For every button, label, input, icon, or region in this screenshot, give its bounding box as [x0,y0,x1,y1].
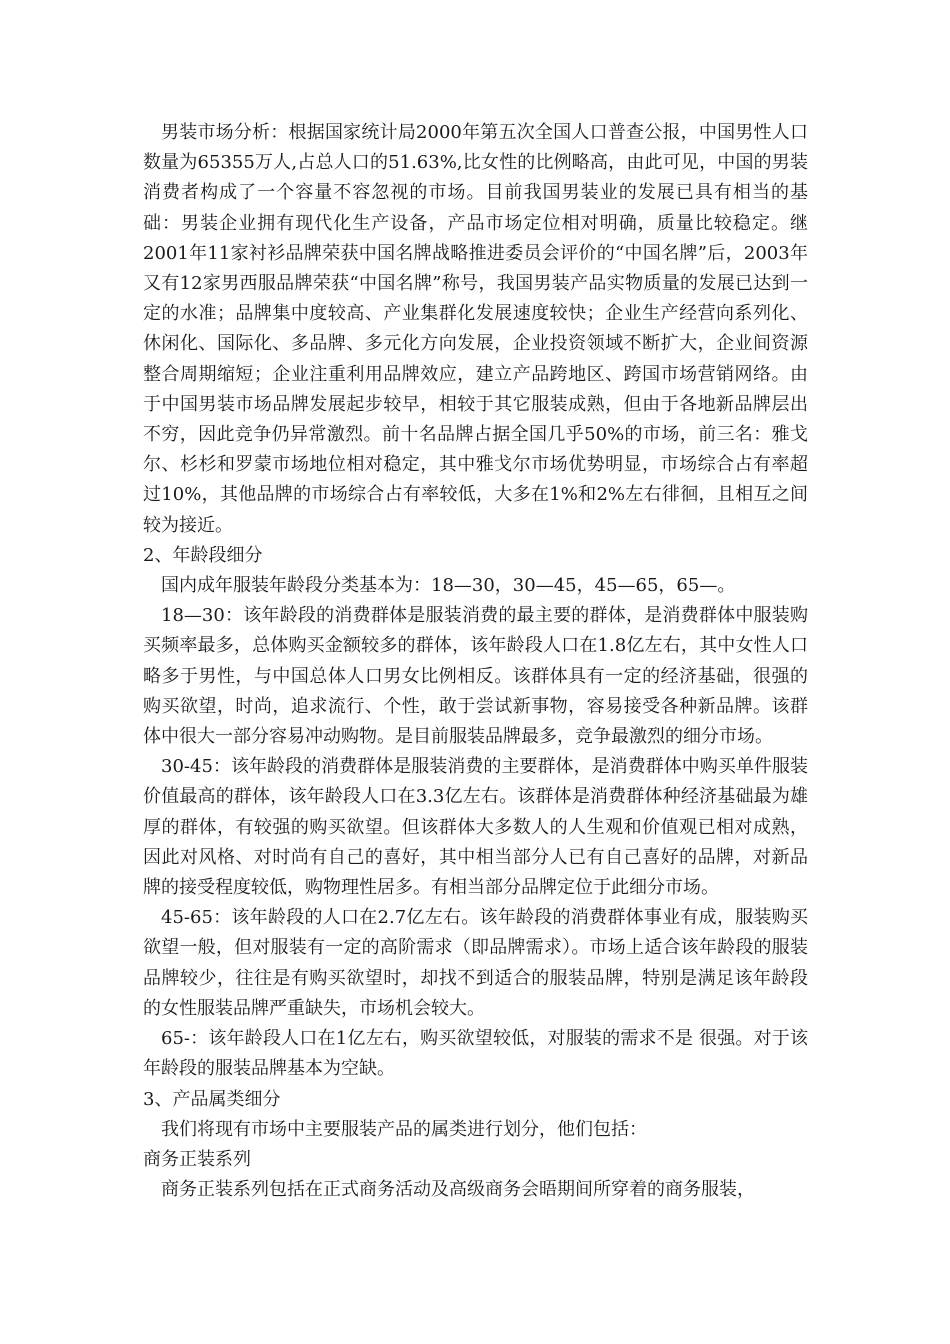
paragraph-business-formal: 商务正装系列包括在正式商务活动及高级商务会晤期间所穿着的商务服装， [161,1179,755,1201]
paragraph-category-intro: 我们将现有市场中主要服装产品的属类进行划分，他们包括： [161,1118,647,1140]
subheading-business-formal: 商务正装系列 [143,1148,251,1170]
paragraph-age-65-plus: 65-：该年龄段人口在1亿左右，购买欲望较低，对服装的需求不是 很强。对于该年龄段的服装品牌基本为空缺。 [143,1028,808,1080]
paragraph-age-18-30: 18—30：该年龄段的消费群体是服装消费的最主要的群体，是消费群体中服装购买频率最多，总体购买金额较多的群体，该年龄段人口在1.8亿左右，其中女性人口略多于男性，与中国总体人口男女比例相反。该群体具有一定的经济基础，很强的购买欲望，时尚，追求流行、个性，敢于尝试新事物，容易接受各种新品牌。该群体中很大一部分容易冲动购物。是目前服装品牌最多，竞争最激烈的细分市场。 [143,605,808,748]
paragraph-market-analysis: 男装市场分析：根据国家统计局2000年第五次全国人口普查公报，中国男性人口数量为65355万人,占总人口的51.63%,比女性的比例略高，由此可见，中国的男装消费者构成了一个容量不容忽视的市场。目前我国男装业的发展已具有相当的基础：男装企业拥有现代化生产设备，产品市场定位相对明确，质量比较稳定。继2001年11家衬衫品牌荣获中国名牌战略推进委员会评价的“中国名牌”后，2003年又有12家男西服品牌荣获“中国名牌”称号，我国男装产品实物质量的发展已达到一定的水准；品牌集中度较高、产业集群化发展速度较快；企业生产经营向系列化、休闲化、国际化、多品牌、多元化方向发展，企业投资领域不断扩大，企业间资源整合周期缩短；企业注重利用品牌效应，建立产品跨地区、跨国市场营销网络。由于中国男装市场品牌发展起步较早，相较于其它服装成熟，但由于各地新品牌层出不穷，因此竞争仍异常激烈。前十名品牌占据全国几乎50%的市场，前三名：雅戈尔、杉杉和罗蒙市场地位相对稳定，其中雅戈尔市场优势明显，市场综合占有率超过10%，其他品牌的市场综合占有率较低，大多在1%和2%左右徘徊，且相互之间较为接近。 [143,122,808,536]
document-page [143,118,808,1205]
paragraph-age-classification: 国内成年服装年龄段分类基本为：18—30，30—45，45—65，65—。 [161,575,736,597]
section-heading-product-category: 3、产品属类细分 [143,1088,281,1110]
section-heading-age-segment: 2、年龄段细分 [143,544,263,566]
paragraph-age-30-45: 30-45：该年龄段的消费群体是服装消费的主要群体，是消费群体中购买单件服装价值最高的群体，该年龄段人口在3.3亿左右。该群体是消费群体种经济基础最为雄厚的群体，有较强的购买欲望。但该群体大多数人的人生观和价值观已相对成熟，因此对风格、对时尚有自己的喜好，其中相当部分人已有自己喜好的品牌，对新品牌的接受程度较低，购物理性居多。有相当部分品牌定位于此细分市场。 [143,756,808,899]
paragraph-age-45-65: 45-65：该年龄段的人口在2.7亿左右。该年龄段的消费群体事业有成，服装购买欲望一般，但对服装有一定的高阶需求（即品牌需求）。市场上适合该年龄段的服装品牌较少，往往是有购买欲望时，却找不到适合的服装品牌，特别是满足该年龄段的女性服装品牌严重缺失，市场机会较大。 [143,907,808,1019]
